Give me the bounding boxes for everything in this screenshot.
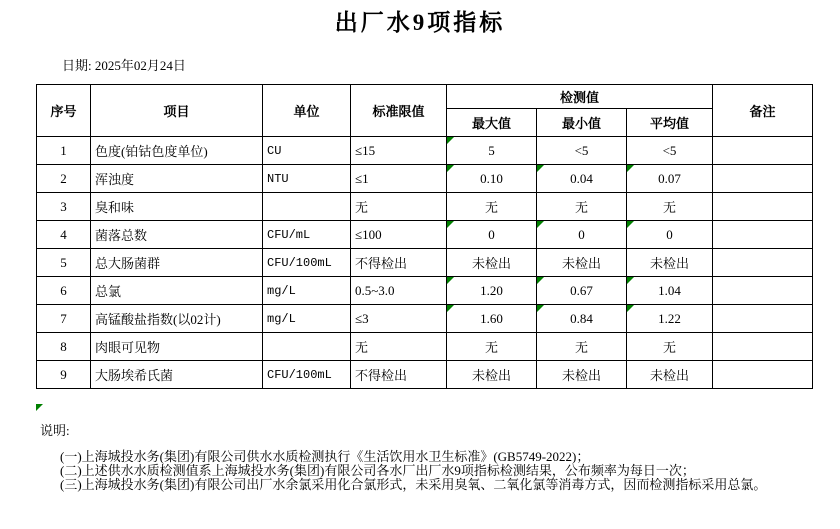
cell-max: 无	[447, 333, 537, 361]
cell-min: 0.67	[537, 277, 627, 305]
cell-min: 0.84	[537, 305, 627, 333]
green-corner-flag-icon	[627, 277, 634, 284]
green-corner-flag-icon	[627, 305, 634, 312]
cell-limit: ≤3	[351, 305, 447, 333]
cell-avg: 未检出	[627, 361, 713, 389]
header-detection: 检测值	[447, 85, 713, 109]
green-corner-flag-icon	[537, 277, 544, 284]
header-no: 序号	[37, 85, 91, 137]
cell-avg: 1.04	[627, 277, 713, 305]
cell-no: 8	[37, 333, 91, 361]
cell-max: 1.60	[447, 305, 537, 333]
cell-remark	[713, 193, 813, 221]
cell-max: 0.10	[447, 165, 537, 193]
cell-limit: 无	[351, 193, 447, 221]
header-limit: 标准限值	[351, 85, 447, 137]
cell-remark	[713, 361, 813, 389]
cell-no: 9	[37, 361, 91, 389]
cell-avg: 未检出	[627, 249, 713, 277]
cell-limit: 0.5~3.0	[351, 277, 447, 305]
cell-item: 总氯	[91, 277, 263, 305]
header-remark: 备注	[713, 85, 813, 137]
cell-min: 0	[537, 221, 627, 249]
cell-avg: 0	[627, 221, 713, 249]
cell-max: 无	[447, 193, 537, 221]
cell-avg: 无	[627, 193, 713, 221]
table-row	[37, 277, 813, 305]
cell-remark	[713, 305, 813, 333]
cell-max: 5	[447, 137, 537, 165]
cell-min: 无	[537, 333, 627, 361]
green-corner-flag-icon	[447, 305, 454, 312]
header-min: 最小值	[537, 109, 627, 137]
cell-item: 高锰酸盐指数(以02计)	[91, 305, 263, 333]
cell-max: 0	[447, 221, 537, 249]
report-date: 日期: 2025年02月24日	[62, 58, 186, 73]
cell-item: 大肠埃希氏菌	[91, 361, 263, 389]
green-corner-flag-icon	[447, 137, 454, 144]
cell-remark	[713, 277, 813, 305]
cell-unit: mg/L	[263, 277, 351, 305]
cell-max: 1.20	[447, 277, 537, 305]
cell-min: 未检出	[537, 361, 627, 389]
cell-unit: CU	[263, 137, 351, 165]
cell-min: 0.04	[537, 165, 627, 193]
cell-remark	[713, 137, 813, 165]
green-corner-flag-icon	[627, 165, 634, 172]
cell-limit: ≤1	[351, 165, 447, 193]
table-row	[37, 249, 813, 277]
cell-item: 总大肠菌群	[91, 249, 263, 277]
cell-no: 6	[37, 277, 91, 305]
green-corner-flag-icon	[36, 404, 43, 411]
table-row	[37, 165, 813, 193]
cell-item: 色度(铂钴色度单位)	[91, 137, 263, 165]
cell-unit	[263, 333, 351, 361]
cell-no: 1	[37, 137, 91, 165]
cell-remark	[713, 221, 813, 249]
cell-remark	[713, 165, 813, 193]
cell-limit: 无	[351, 333, 447, 361]
note-line-2: (二)上述供水水质检测值系上海城投水务(集团)有限公司各水厂出厂水9项指标检测结果，公布频率为每日一次；	[60, 463, 695, 478]
cell-item: 臭和味	[91, 193, 263, 221]
cell-unit: CFU/100mL	[263, 361, 351, 389]
green-corner-flag-icon	[627, 221, 634, 228]
cell-max: 未检出	[447, 249, 537, 277]
cell-unit: CFU/mL	[263, 221, 351, 249]
cell-remark	[713, 249, 813, 277]
green-corner-flag-icon	[447, 277, 454, 284]
cell-no: 2	[37, 165, 91, 193]
water-quality-table	[36, 84, 813, 389]
table-row	[37, 193, 813, 221]
cell-min: 未检出	[537, 249, 627, 277]
table-row	[37, 221, 813, 249]
cell-limit: ≤15	[351, 137, 447, 165]
cell-avg: <5	[627, 137, 713, 165]
header-row-top	[37, 85, 813, 109]
cell-unit: mg/L	[263, 305, 351, 333]
cell-max: 未检出	[447, 361, 537, 389]
page-title: 出厂水9项指标	[334, 10, 506, 35]
cell-min: <5	[537, 137, 627, 165]
green-corner-flag-icon	[537, 305, 544, 312]
cell-no: 7	[37, 305, 91, 333]
table-row	[37, 333, 813, 361]
note-line-1: (一)上海城投水务(集团)有限公司供水水质检测执行《生活饮用水卫生标准》(GB5749-2022)；	[60, 449, 590, 464]
green-corner-flag-icon	[537, 165, 544, 172]
cell-avg: 0.07	[627, 165, 713, 193]
cell-no: 5	[37, 249, 91, 277]
cell-no: 4	[37, 221, 91, 249]
table-row	[37, 305, 813, 333]
green-corner-flag-icon	[537, 221, 544, 228]
cell-avg: 1.22	[627, 305, 713, 333]
header-max: 最大值	[447, 109, 537, 137]
header-avg: 平均值	[627, 109, 713, 137]
cell-unit	[263, 193, 351, 221]
notes-heading: 说明:	[40, 423, 70, 438]
cell-no: 3	[37, 193, 91, 221]
table-row	[37, 137, 813, 165]
notes-block	[60, 450, 766, 492]
green-corner-flag-icon	[447, 165, 454, 172]
cell-unit: NTU	[263, 165, 351, 193]
cell-avg: 无	[627, 333, 713, 361]
header-item: 项目	[91, 85, 263, 137]
cell-limit: 不得检出	[351, 249, 447, 277]
cell-item: 肉眼可见物	[91, 333, 263, 361]
cell-min: 无	[537, 193, 627, 221]
cell-remark	[713, 333, 813, 361]
cell-item: 浑浊度	[91, 165, 263, 193]
cell-item: 菌落总数	[91, 221, 263, 249]
green-corner-flag-icon	[447, 221, 454, 228]
cell-limit: ≤100	[351, 221, 447, 249]
cell-unit: CFU/100mL	[263, 249, 351, 277]
note-line-3: (三)上海城投水务(集团)有限公司出厂水余氯采用化合氯形式，未采用臭氧、二氧化氯等消毒方式，因而检测指标采用总氯。	[60, 477, 767, 492]
table-row	[37, 361, 813, 389]
header-unit: 单位	[263, 85, 351, 137]
cell-limit: 不得检出	[351, 361, 447, 389]
